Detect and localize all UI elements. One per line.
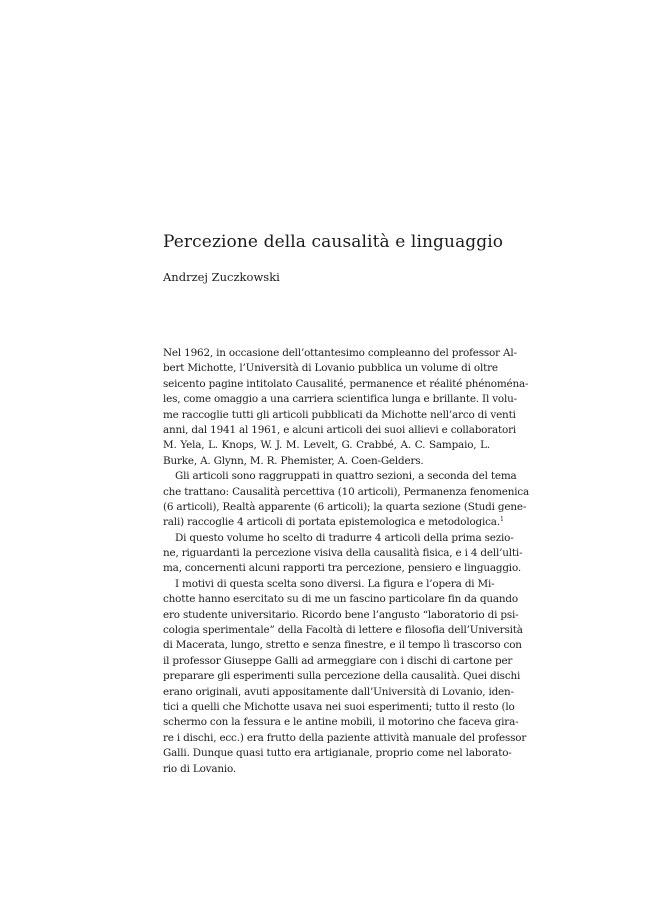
text-line: rio di Lovanio. <box>163 762 237 775</box>
text-line-content: rali) raccoglie 4 articoli di portata epistemologica e metodologica. <box>163 516 500 529</box>
text-line: schermo con la fessura e le antine mobili, il motorino che faceva gira- <box>163 716 519 729</box>
text-line: bert Michotte, l’Università di Lovanio pubblica un volume di oltre <box>163 362 498 375</box>
text-line: Di questo volume ho scelto di tradurre 4 articoli della prima sezio- <box>175 531 514 544</box>
author-name: Andrzej Zuczkowski <box>163 270 280 284</box>
text-line: tici a quelli che Michotte usava nei suoi esperimenti; tutto il resto (lo <box>163 700 515 713</box>
text-line: Burke, A. Glynn, M. R. Phemister, A. Coen-Gelders. <box>163 454 424 467</box>
text-line: erano originali, avuti appositamente dall’Università di Lovanio, iden- <box>163 685 514 698</box>
text-line: me raccoglie tutti gli articoli pubblicati da Michotte nell’arco di venti <box>163 408 516 421</box>
text-line: Galli. Dunque quasi tutto era artigianale, proprio come nel laborato- <box>163 747 512 760</box>
text-line: I motivi di questa scelta sono diversi. La figura e l’opera di Mi- <box>175 577 495 590</box>
text-line: ero studente universitario. Ricordo bene l’angusto “laboratorio di psi- <box>163 608 519 621</box>
text-line: il professor Giuseppe Galli ad armeggiare con i dischi di cartone per <box>163 654 513 667</box>
text-line: che trattano: Causalità percettiva (10 articoli), Permanenza fenomenica <box>163 485 530 498</box>
text-line: ma, concernenti alcuni rapporti tra percezione, pensiero e linguaggio. <box>163 562 521 575</box>
text-line: M. Yela, L. Knops, W. J. M. Levelt, G. Crabbé, A. C. Sampaio, L. <box>163 439 490 452</box>
text-line: cologia sperimentale” della Facoltà di lettere e filosofia dell’Università <box>163 624 523 637</box>
text-line: re i dischi, ecc.) era frutto della paziente attività manuale del professor <box>163 731 527 744</box>
text-line <box>163 515 504 530</box>
chapter-title: Percezione della causalità e linguaggio <box>163 232 504 252</box>
text-line: chotte hanno esercitato su di me un fascino particolare fin da quando <box>163 593 518 606</box>
body-text <box>163 346 530 777</box>
text-line: les, come omaggio a una carriera scientifica lunga e brillante. Il volu- <box>163 393 517 406</box>
text-line: di Macerata, lungo, stretto e senza finestre, e il tempo lì trascorso con <box>163 639 522 652</box>
text-line: anni, dal 1941 al 1961, e alcuni articoli dei suoi allievi e collaboratori <box>163 423 517 436</box>
text-line: Nel 1962, in occasione dell’ottantesimo compleanno del professor Al- <box>163 347 517 359</box>
text-line: preparare gli esperimenti sulla percezione della causalità. Quei dischi <box>163 670 521 683</box>
text-line: Gli articoli sono raggruppati in quattro sezioni, a seconda del tema <box>175 470 517 483</box>
footnote-marker: 1 <box>499 516 504 524</box>
text-line: (6 articoli), Realtà apparente (6 articoli); la quarta sezione (Studi gene- <box>163 500 527 513</box>
text-line: seicento pagine intitolato Causalité, permanence et réalité phénoména- <box>163 377 529 390</box>
text-line: ne, riguardanti la percezione visiva della causalità fisica, e i 4 dell’ulti- <box>163 547 523 560</box>
